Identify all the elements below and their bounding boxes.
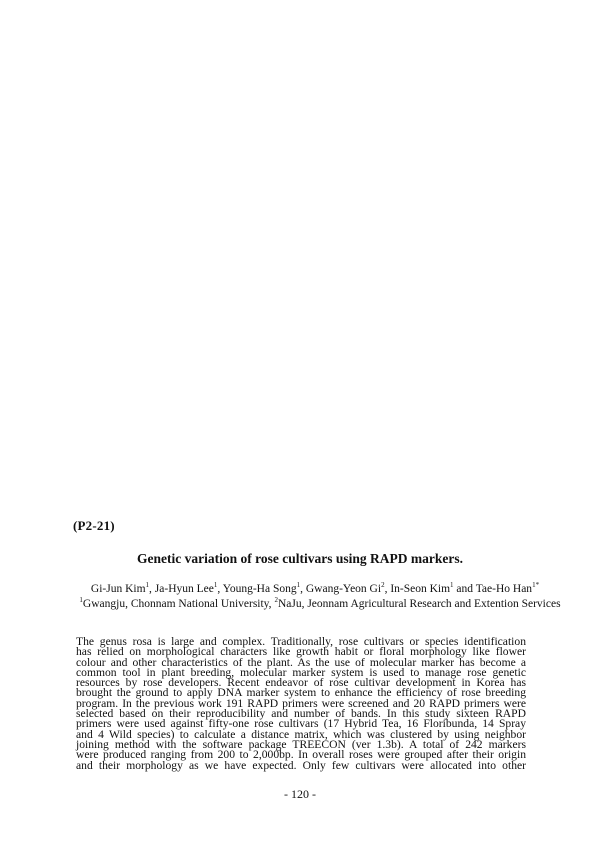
author-affil-mark: 1 [145, 581, 150, 590]
abstract-line: and their morphology as we have expected. Only few cultivars were allocated into other [76, 758, 526, 772]
author-separator: , [384, 583, 391, 595]
abstract-line: and 4 Wild species) to calculate a distance matrix, which was clustered by using neighbor [76, 727, 526, 741]
abstract-line: brought the ground to apply DNA marker system to enhance the efficiency of rose breeding [76, 686, 526, 700]
author-separator: and [453, 583, 476, 595]
author-name: Ja-Hyun Lee [154, 583, 214, 595]
affiliation-2: NaJu, Jeonnam Agricultural Research and Extention Services [277, 598, 561, 610]
author-name: Gi-Jun Kim [90, 583, 146, 595]
abstract-line: were produced ranging from 200 to 2,000bp. In overall roses were grouped after their origin [76, 748, 526, 762]
abstract-body [76, 637, 526, 771]
abstract-line: resources by rose developers. Recent endeavor of rose cultivar development in Korea has [76, 676, 526, 690]
abstract-line: common tool in plant breeding, molecular marker system is used to manage rose genetic [76, 665, 526, 679]
author-affil-mark: 1 [450, 581, 454, 590]
abstract-line: has relied on morphological characters like growth habit or floral morphology like flower [76, 645, 526, 659]
author-name: In-Seon Kim [390, 583, 451, 595]
author-list [40, 581, 590, 597]
affiliations [60, 596, 580, 612]
abstract-line: program. In the previous work 191 RAPD primers were screened and 20 RAPD primers were [76, 696, 526, 710]
author-separator: , [149, 583, 155, 595]
abstract-line: selected based on their reproducibility and number of bands. In this study sixteen RAPD [76, 707, 526, 721]
author-name: Tae-Ho Han [475, 583, 533, 595]
affil-mark: 2 [274, 596, 278, 605]
paper-title: Genetic variation of rose cultivars using RAPD markers. [137, 551, 463, 566]
author-affil-mark: 2 [381, 581, 385, 590]
affiliation-1: Gwangju, Chonnam National University, [82, 598, 275, 610]
author-separator: , [300, 583, 306, 595]
abstract-line: primers were used against fifty-one rose cultivars (17 Hybrid Tea, 16 Floribunda, 14 Spray [76, 717, 526, 731]
poster-code: (P2-21) [73, 518, 115, 533]
author-affil-mark: 1 [296, 581, 301, 590]
author-name: Gwang-Yeon Gi [305, 583, 382, 595]
abstract-line: colour and other characteristics of the plant. As the use of molecular marker has become a [76, 655, 526, 669]
affil-mark: 1 [79, 596, 83, 605]
author-separator: , [217, 583, 223, 595]
abstract-line: joining method with the software package TREECON (ver 1.3b). A total of 242 markers [76, 737, 526, 751]
author-affil-mark: 1* [532, 581, 540, 590]
author-name: Young-Ha Song [222, 583, 297, 595]
author-affil-mark: 1 [213, 581, 218, 590]
abstract-line: The genus rosa is large and complex. Traditionally, rose cultivars or species identification [76, 635, 526, 648]
page-number: - 120 - [284, 787, 316, 801]
